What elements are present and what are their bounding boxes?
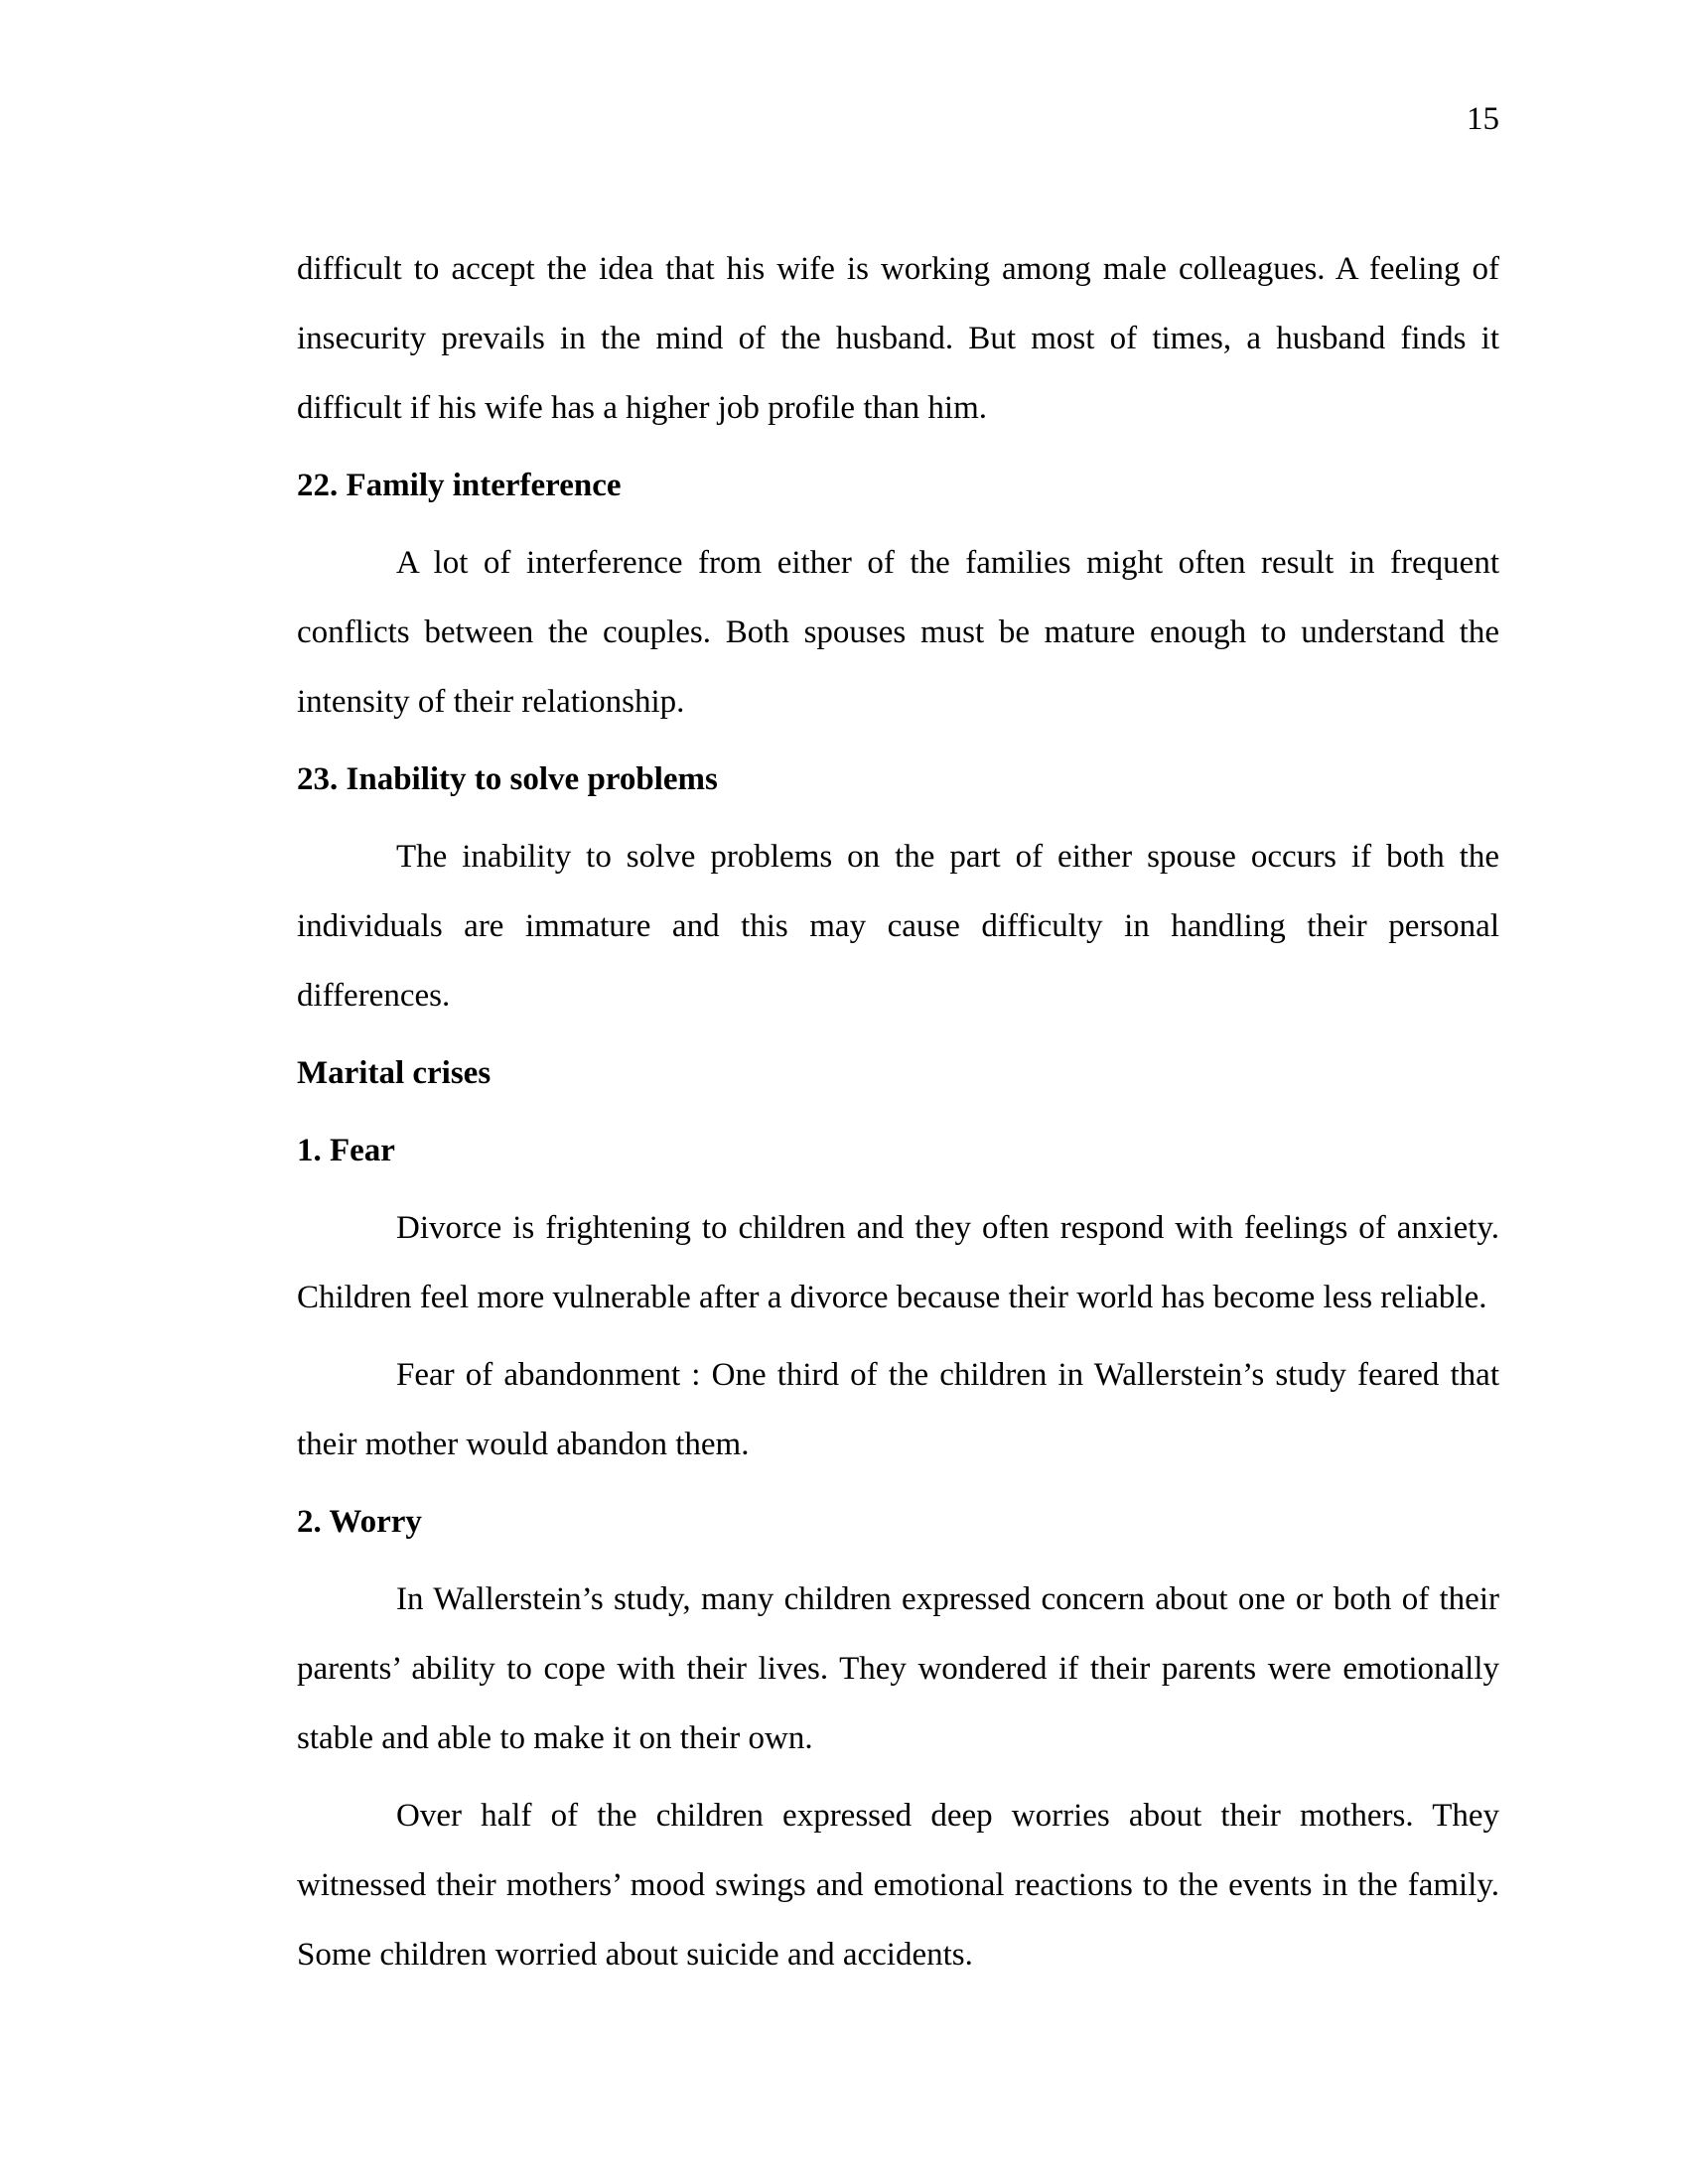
- heading-family-interference: 22. Family interference: [297, 468, 622, 503]
- paragraph-worry-2: Over half of the children expressed deep worries about their mothers. They witnessed their mothers’ mood swings and emotional reactions to the events in the family. Some children worried about suicide and accidents.: [297, 1798, 1499, 1973]
- paragraph-fear-2: Fear of abandonment : One third of the children in Wallerstein’s study feared that their mother would abandon them.: [297, 1357, 1499, 1462]
- paragraph-fear-1: Divorce is frightening to children and they often respond with feelings of anxiety. Children feel more vulnerable after a divorce because their world has become less reliable.: [297, 1210, 1499, 1315]
- paragraph-inability-to-solve-problems: The inability to solve problems on the part of either spouse occurs if both the individuals are immature and this may cause difficulty in handling their personal differences.: [297, 839, 1499, 1014]
- page-number: 15: [1467, 101, 1499, 137]
- heading-marital-crises: Marital crises: [297, 1055, 492, 1091]
- paragraph-worry-1: In Wallerstein’s study, many children expressed concern about one or both of their parents’ ability to cope with their lives. They wondered if their parents were emotionally stable and able to make it on their own.: [297, 1581, 1499, 1756]
- paragraph-family-interference: A lot of interference from either of the families might often result in frequent conflicts between the couples. Both spouses must be mature enough to understand the intensity of their relationship.: [297, 545, 1499, 720]
- heading-inability-to-solve-problems: 23. Inability to solve problems: [297, 761, 718, 797]
- paragraph-intro: difficult to accept the idea that his wife is working among male colleagues. A feeling of insecurity prevails in the mind of the husband. But most of times, a husband finds it difficult if his wife has a higher job profile than him.: [297, 251, 1499, 426]
- heading-worry: 2. Worry: [297, 1504, 422, 1540]
- document-body: [297, 234, 1499, 1997]
- heading-fear: 1. Fear: [297, 1133, 395, 1168]
